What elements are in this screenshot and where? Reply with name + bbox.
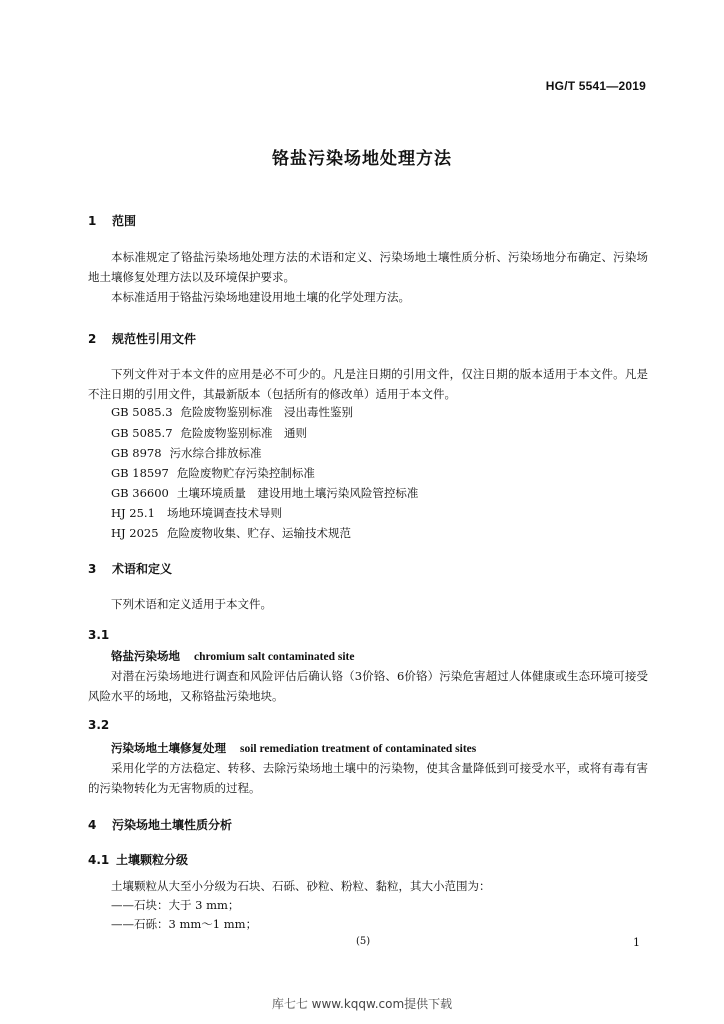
section-3-intro: [88, 594, 648, 614]
paragraph: 下列术语和定义适用于本文件。: [111, 597, 272, 611]
reference-item: [111, 505, 282, 521]
reference-code: HJ 25.1: [111, 506, 155, 520]
paragraph: 本标准规定了铬盐污染场地处理方法的术语和定义、污染场地土壤性质分析、污染场地分布确定、污染场地土壤修复处理方法以及环境保护要求。: [88, 250, 648, 284]
reference-title: 危险废物鉴别标准 通则: [180, 426, 308, 440]
reference-item: [111, 485, 418, 501]
paragraph: 下列文件对于本文件的应用是必不可少的。凡是注日期的引用文件，仅注日期的版本适用于本文件。凡是不注日期的引用文件，其最新版本（包括所有的修改单）适用于本文件。: [88, 367, 648, 401]
section-heading-3: [88, 560, 172, 577]
reference-code: GB 5085.3: [111, 405, 173, 419]
reference-item: [111, 525, 351, 541]
term-entry: [111, 648, 354, 664]
paragraph: 土壤颗粒从大至小分级为石块、石砾、砂粒、粉粒、黏粒，其大小范围为：: [111, 879, 491, 893]
reference-code: GB 8978: [111, 446, 162, 460]
section-1-body: [88, 247, 648, 307]
standard-code: HG/T 5541—2019: [545, 79, 646, 93]
paragraph: 本标准适用于铬盐污染场地建设用地土壤的化学处理方法。: [111, 290, 410, 304]
reference-title: 危险废物鉴别标准 浸出毒性鉴别: [180, 405, 354, 419]
term-en: chromium salt contaminated site: [194, 651, 355, 663]
reference-title: 危险废物收集、贮存、运输技术规范: [167, 526, 351, 540]
subsection-intro: [88, 876, 648, 896]
section-heading-1: [88, 212, 136, 229]
section-number: 1: [88, 214, 97, 228]
section-title: 规范性引用文件: [112, 332, 197, 346]
paragraph: 对潜在污染场地进行调查和风险评估后确认铬（3价铬、6价铬）污染危害超过人体健康或生态环境可接受风险水平的场地，又称铬盐污染地块。: [88, 669, 648, 703]
reference-item: [111, 425, 307, 441]
section-number: 4: [88, 818, 97, 832]
term-zh: 铬盐污染场地: [111, 649, 180, 663]
term-entry: [111, 740, 476, 756]
subsection-number: 4.1: [88, 853, 110, 867]
term-en: soil remediation treatment of contaminated sites: [240, 743, 477, 755]
term-number: 3.1: [88, 628, 110, 642]
reference-code: GB 36600: [111, 486, 169, 500]
section-2-intro: [88, 364, 648, 404]
reference-title: 污水综合排放标准: [169, 446, 262, 460]
term-definition: [88, 758, 648, 798]
term-number: 3.2: [88, 718, 110, 732]
page-number: 1: [633, 936, 640, 949]
section-number: 2: [88, 332, 97, 346]
section-number: 3: [88, 562, 97, 576]
section-title: 污染场地土壤性质分析: [112, 818, 233, 832]
center-page-number: (5): [356, 936, 371, 947]
section-heading-2: [88, 330, 196, 347]
reference-code: HJ 2025: [111, 526, 159, 540]
document-title: 铬盐污染场地处理方法: [272, 149, 452, 169]
subsection-heading: [88, 851, 188, 868]
term-definition: [88, 666, 648, 706]
subsection-title: 土壤颗粒分级: [116, 853, 189, 867]
reference-item: [111, 445, 262, 461]
section-title: 范围: [112, 214, 137, 228]
list-item: ——石砾：3 mm～1 mm；: [111, 917, 258, 931]
reference-title: 场地环境调查技术导则: [167, 506, 282, 520]
section-title: 术语和定义: [112, 562, 173, 576]
reference-item: [111, 404, 353, 420]
reference-code: GB 18597: [111, 466, 169, 480]
reference-title: 土壤环境质量 建设用地土壤污染风险管控标准: [176, 486, 419, 500]
section-heading-4: [88, 816, 232, 833]
download-watermark[interactable]: 库七七 www.kqqw.com提供下载: [271, 997, 453, 1011]
reference-item: [111, 465, 315, 481]
list-item: ——石块：大于 3 mm；: [111, 898, 240, 912]
term-zh: 污染场地土壤修复处理: [111, 741, 226, 755]
reference-title: 危险废物贮存污染控制标准: [176, 466, 315, 480]
reference-code: GB 5085.7: [111, 426, 173, 440]
paragraph: 采用化学的方法稳定、转移、去除污染场地土壤中的污染物，使其含量降低到可接受水平，或将有毒有害的污染物转化为无害物质的过程。: [88, 761, 648, 795]
